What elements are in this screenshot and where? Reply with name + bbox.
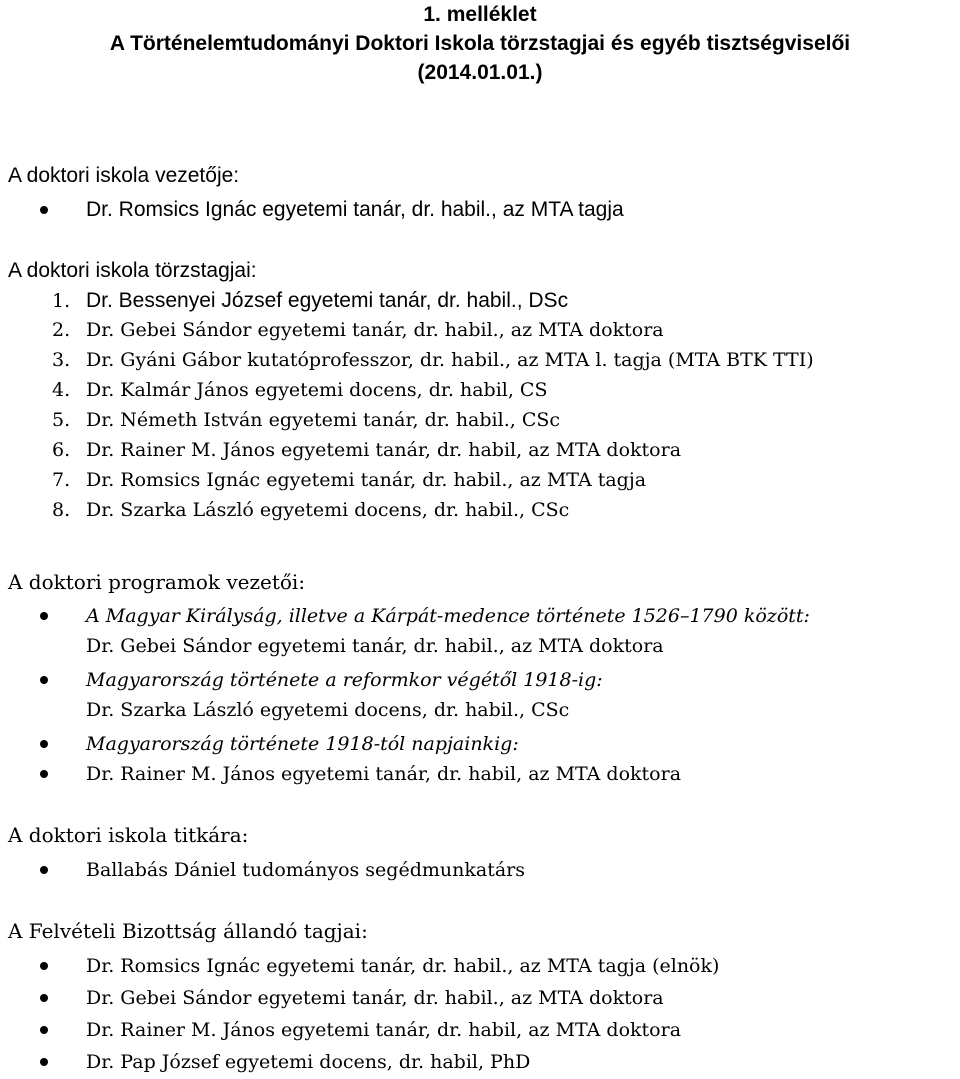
document-title: A Történelemtudományi Doktori Iskola törzstagjai és egyéb tisztségviselői — [109, 32, 851, 55]
program-title: A Magyar Királyság, illetve a Kárpát-medence története 1526–1790 között: — [86, 605, 810, 627]
programs-heading: A doktori programok vezetői: — [8, 570, 306, 594]
member-number: 1. — [52, 290, 71, 312]
program-leader: Dr. Gebei Sándor egyetemi tanár, dr. habil., az MTA doktora — [86, 635, 664, 657]
member-item: Dr. Szarka László egyetemi docens, dr. habil., CSc — [86, 499, 570, 521]
bullet-icon — [40, 994, 48, 1002]
program-leader: Dr. Rainer M. János egyetemi tanár, dr. habil, az MTA doktora — [86, 763, 682, 785]
bullet-icon — [40, 206, 48, 214]
member-number: 5. — [52, 409, 71, 431]
leader-item: Dr. Romsics Ignác egyetemi tanár, dr. habil., az MTA tagja — [86, 198, 624, 221]
secretary-heading: A doktori iskola titkára: — [8, 823, 249, 847]
admission-item: Dr. Gebei Sándor egyetemi tanár, dr. habil., az MTA doktora — [86, 987, 664, 1009]
member-item: Dr. Kalmár János egyetemi docens, dr. habil, CS — [86, 379, 548, 401]
program-title: Magyarország története a reformkor végétől 1918-ig: — [86, 669, 603, 691]
member-item: Dr. Gyáni Gábor kutatóprofesszor, dr. habil., az MTA l. tagja (MTA BTK TTI) — [86, 349, 814, 371]
member-item: Dr. Romsics Ignác egyetemi tanár, dr. habil., az MTA tagja — [86, 469, 647, 491]
core-members-heading: A doktori iskola törzstagjai: — [8, 259, 257, 282]
member-number: 7. — [52, 469, 71, 491]
bullet-icon — [40, 1058, 48, 1066]
member-item: Dr. Bessenyei József egyetemi tanár, dr. habil., DSc — [86, 289, 569, 312]
document-date: (2014.01.01.) — [417, 61, 543, 84]
bullet-icon — [40, 866, 48, 874]
member-number: 2. — [52, 319, 71, 341]
bullet-icon — [40, 1026, 48, 1034]
member-item: Dr. Németh István egyetemi tanár, dr. habil., CSc — [86, 409, 561, 431]
leader-heading: A doktori iskola vezetője: — [8, 164, 240, 187]
bullet-icon — [40, 962, 48, 970]
program-title: Magyarország története 1918-tól napjainkig: — [86, 733, 519, 755]
bullet-icon — [40, 740, 48, 748]
admission-item: Dr. Rainer M. János egyetemi tanár, dr. habil, az MTA doktora — [86, 1019, 682, 1041]
bullet-icon — [40, 770, 48, 778]
document-header — [0, 0, 960, 87]
annex-label: 1. melléklet — [423, 3, 537, 26]
admission-item: Dr. Pap József egyetemi docens, dr. habil, PhD — [86, 1051, 531, 1073]
member-number: 6. — [52, 439, 71, 461]
member-item: Dr. Rainer M. János egyetemi tanár, dr. habil, az MTA doktora — [86, 439, 682, 461]
secretary-item: Ballabás Dániel tudományos segédmunkatárs — [86, 859, 525, 881]
bullet-icon — [40, 612, 48, 620]
admission-item: Dr. Romsics Ignác egyetemi tanár, dr. habil., az MTA tagja (elnök) — [86, 955, 720, 977]
member-item: Dr. Gebei Sándor egyetemi tanár, dr. habil., az MTA doktora — [86, 319, 664, 341]
program-leader: Dr. Szarka László egyetemi docens, dr. habil., CSc — [86, 699, 570, 721]
member-number: 3. — [52, 349, 71, 371]
member-number: 4. — [52, 379, 71, 401]
bullet-icon — [40, 676, 48, 684]
admission-heading: A Felvételi Bizottság állandó tagjai: — [8, 919, 368, 943]
member-number: 8. — [52, 499, 71, 521]
